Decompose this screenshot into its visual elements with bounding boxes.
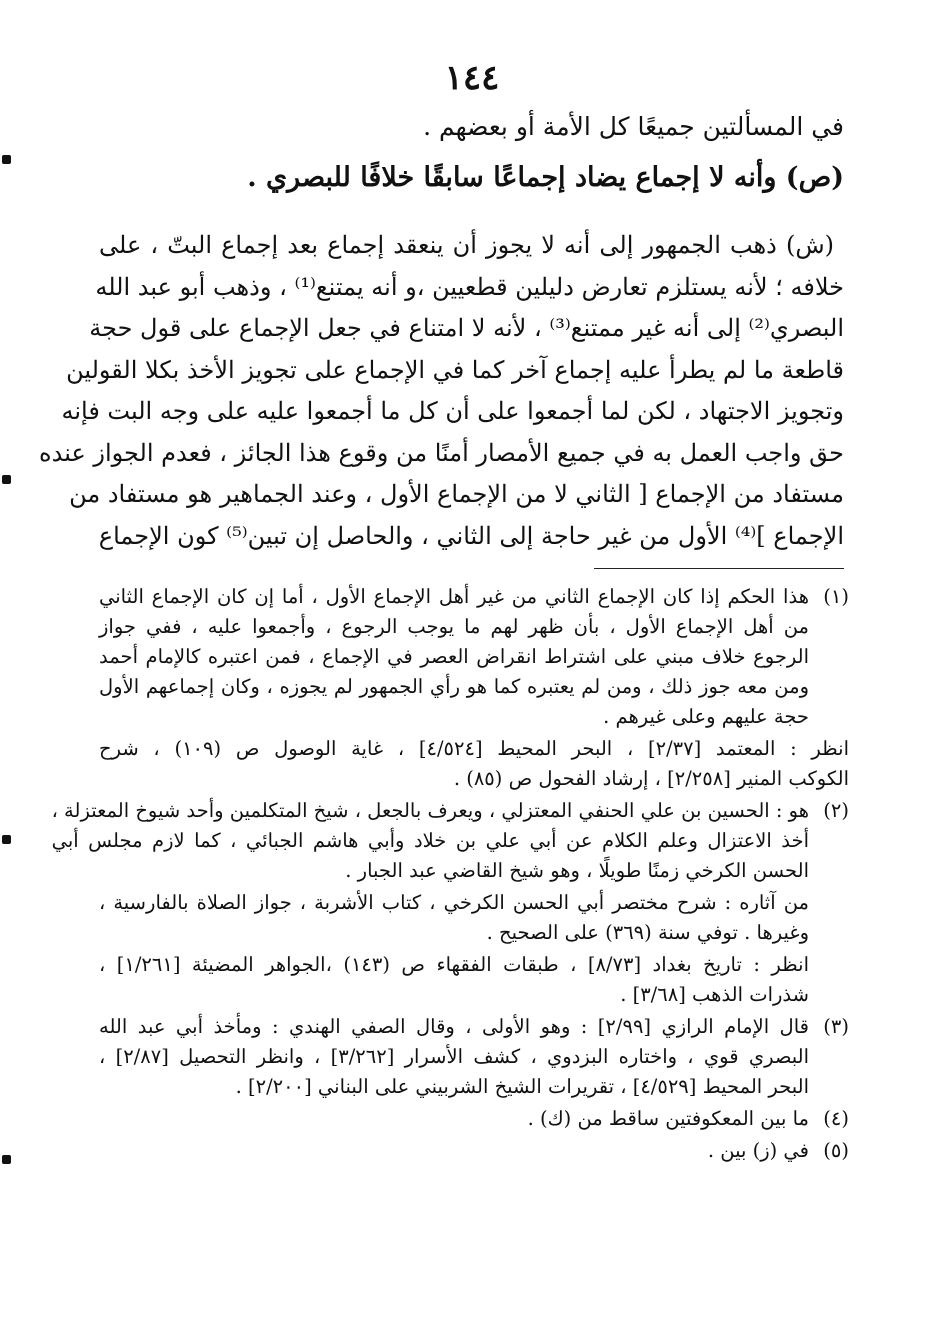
scan-mark [2, 835, 11, 844]
footnote-line: البصري قوي ، واختاره البزدوي ، كشف الأسرار [٣/٢٦٢] ، وانظر التحصيل [٢/٨٧] ، [99, 1045, 809, 1068]
footnote-line: انظر : المعتمد [٢/٣٧] ، البحر المحيط [٤/٥٢٤] ، غاية الوصول ص (١٠٩) ، شرح [99, 737, 849, 760]
footnote-line: من آثاره : شرح مختصر أبي الحسن الكرخي ، كتاب الأشربة ، جواز الصلاة بالفارسية ، [99, 891, 809, 914]
footnote-line: ما بين المعكوفتين ساقط من (ك) . [527, 1107, 809, 1130]
footnote-line: الحسن الكرخي زمنًا طويلًا ، وهو شيخ القاضي عبد الجبار . [345, 859, 809, 882]
footnote-line: وغيرها . توفي سنة (٣٦٩) على الصحيح . [486, 921, 809, 944]
footnote-number: (١) [823, 585, 849, 608]
footnote-1 [99, 582, 849, 732]
footnote-number: (٣) [823, 1015, 849, 1038]
commentary-line: وتجويز الاجتهاد ، لكن لما أجمعوا على أن كل ما أجمعوا عليه على وجه البت فإنه [61, 397, 844, 425]
matn-heading: (ص) وأنه لا إجماع يضاد إجماعًا سابقًا خلافًا للبصري . [247, 162, 844, 193]
footnote-line: حجة عليهم وعلى غيرهم . [603, 705, 809, 728]
footnote-2 [51, 796, 849, 886]
commentary-paragraph [39, 225, 844, 557]
footnote-number: (٥) [823, 1139, 849, 1162]
commentary-line: الإجماع ]⁽⁴⁾ الأول من غير حاجة إلى الثاني ، والحاصل إن تبين⁽⁵⁾ كون الإجماع [98, 521, 844, 550]
commentary-line: البصري⁽²⁾ إلى أنه غير ممتنع⁽³⁾ ، لأنه لا امتناع في جعل الإجماع على قول حجة [89, 314, 844, 342]
footnote-5 [99, 1136, 849, 1166]
footnote-2-references [99, 950, 809, 1010]
footnote-3 [99, 1012, 849, 1102]
footnote-line: شذرات الذهب [٣/٦٨] . [620, 983, 809, 1006]
scan-mark [2, 1155, 11, 1164]
footnote-line: الرجوع خلاف مبني على اشتراط انقراض العصر في الإجماع ، فمن اعتبره كالإمام أحمد [99, 645, 809, 668]
footnote-line: من أهل الإجماع الأول ، بأن ظهر لهم ما يوجب الرجوع ، وأجمعوا عليه ، ففي جواز [99, 615, 809, 638]
commentary-line: مستفاد من الإجماع [ الثاني لا من الإجماع الأول ، وعند الجماهير هو مستفاد من [69, 480, 844, 508]
footnotes [51, 582, 849, 1168]
footnote-4 [99, 1104, 849, 1134]
footnote-line: ومن معه جوز ذلك ، ومن لم يعتبره كما هو رأي الجمهور لم يجوزه ، وكان إجماعهم الأول [99, 675, 809, 698]
footnote-line: البحر المحيط [٤/٥٢٩] ، تقريرات الشيخ الشربيني على البناني [٢/٢٠٠] . [235, 1075, 809, 1098]
footnote-line: في (ز) بين . [707, 1139, 809, 1162]
footnote-separator [594, 568, 844, 569]
footnote-line: هذا الحكم إذا كان الإجماع الثاني من غير أهل الإجماع الأول ، أما إن كان الإجماع الثاني [99, 585, 809, 608]
commentary-line: حق واجب العمل به في جميع الأمصار أمنًا من وقوع هذا الجائز ، فعدم الجواز عنده [39, 438, 844, 467]
intro-line: في المسألتين جميعًا كل الأمة أو بعضهم . [423, 112, 844, 141]
footnote-number: (٤) [823, 1107, 849, 1130]
footnote-line: أخذ الاعتزال وعلم الكلام عن أبي علي بن خلاد وأبي هاشم الجبائي ، كما لازم مجلس أبي [51, 829, 809, 852]
page-number: ١٤٤ [444, 58, 500, 98]
footnote-1-references [99, 734, 849, 794]
footnote-line: هو : الحسين بن علي الحنفي المعتزلي ، ويعرف بالجعل ، شيخ المتكلمين وأحد شيوخ المعتزلة ، [51, 799, 809, 822]
commentary-line: (ش) ذهب الجمهور إلى أنه لا يجوز أن ينعقد إجماع بعد إجماع البتّ ، على [99, 231, 834, 259]
footnote-line: انظر : تاريخ بغداد [٨/٧٣] ، طبقات الفقهاء ص (١٤٣) ،الجواهر المضيئة [١/٢٦١] ، [99, 953, 809, 976]
scan-mark [2, 155, 11, 164]
scan-mark [2, 475, 11, 484]
commentary-line: خلافه ؛ لأنه يستلزم تعارض دليلين قطعيين ،و أنه يمتنع⁽¹⁾ ، وذهب أبو عبد الله [95, 272, 844, 301]
commentary-line: قاطعة ما لم يطرأ عليه إجماع آخر كما في الإجماع على تجويز الأخذ بكلا القولين [66, 355, 844, 384]
footnote-line: قال الإمام الرازي [٢/٩٩] : وهو الأولى ، وقال الصفي الهندي : ومأخذ أبي عبد الله [99, 1015, 809, 1038]
footnote-number: (٢) [823, 799, 849, 822]
footnote-2-works [99, 888, 809, 948]
footnote-line: الكوكب المنير [٢/٢٥٨] ، إرشاد الفحول ص (٨٥) . [453, 767, 849, 790]
